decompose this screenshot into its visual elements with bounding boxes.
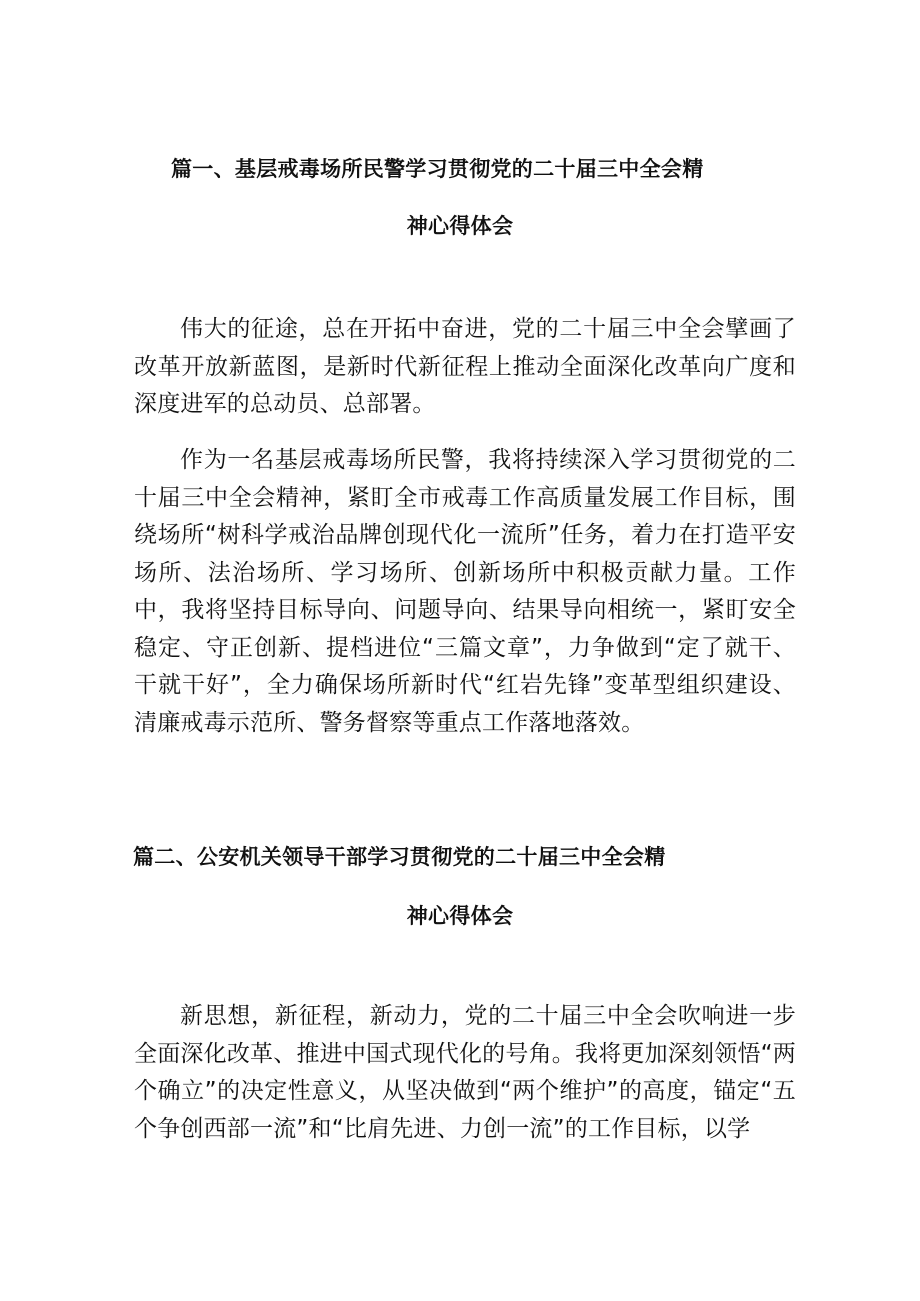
section2-title-line1: 篇二、公安机关领导干部学习贯彻党的二十届三中全会精 xyxy=(133,845,666,869)
section2-title-line2: 神心得体会 xyxy=(406,904,514,928)
section1-paragraph-1: 伟大的征途，总在开拓中奋进，党的二十届三中全会擘画了改革开放新蓝图，是新时代新征程上推动全面深化改革向广度和深度进军的总动员、总部署。 xyxy=(134,316,796,417)
section1-title-line2: 神心得体会 xyxy=(406,214,514,238)
section2-paragraph-1: 新思想，新征程，新动力，党的二十届三中全会吹响进一步全面深化改革、推进中国式现代化的号角。我将更加深刻领悟“两个确立”的决定性意义，从坚决做到“两个维护”的高度，锚定“五个争创西部一流”和“比肩先进、力创一流”的工作目标，以学 xyxy=(134,1003,796,1142)
section1-paragraph-2: 作为一名基层戒毒场所民警，我将持续深入学习贯彻党的二十届三中全会精神，紧盯全市戒毒工作高质量发展工作目标，围绕场所“树科学戒治品牌创现代化一流所”任务，着力在打造平安场所、法治场所、学习场所、创新场所中积极贡献力量。工作中，我将坚持目标导向、问题导向、结果导向相统一，紧盯安全稳定、守正创新、提档进位“三篇文章”，力争做到“定了就干、干就干好”，全力确保场所新时代“红岩先锋”变革型组织建设、清廉戒毒示范所、警务督察等重点工作落地落效。 xyxy=(134,447,796,736)
section1-title-line1: 篇一、基层戒毒场所民警学习贯彻党的二十届三中全会精 xyxy=(171,157,704,181)
